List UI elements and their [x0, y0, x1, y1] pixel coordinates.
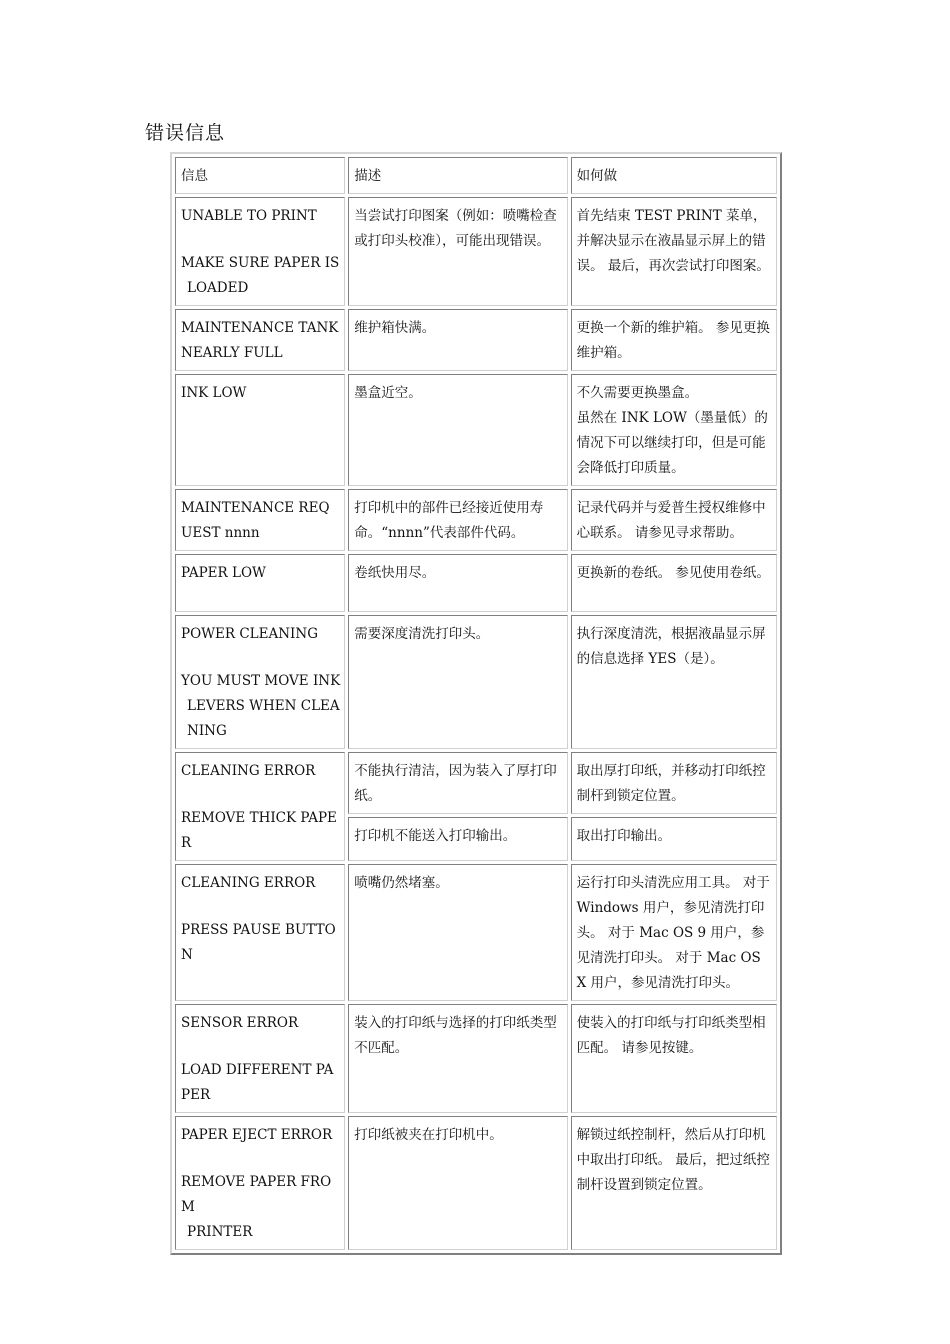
table-row: [175, 1116, 777, 1250]
action-cell: 更换新的卷纸。 参见使用卷纸。: [571, 554, 777, 612]
description-cell: 打印纸被夹在打印机中。: [348, 1116, 567, 1250]
table-row: [175, 752, 777, 814]
info-line: PRESS PAUSE BUTTON: [181, 922, 336, 963]
page-title: 错误信息: [145, 122, 226, 144]
description-cell: 卷纸快用尽。: [348, 554, 567, 612]
info-line: PRINTER: [187, 1224, 253, 1240]
info-cell: MAINTENANCE TANK NEARLY FULL: [175, 309, 345, 371]
table-row: [175, 309, 777, 371]
action-line: 不久需要更换墨盒。: [576, 385, 699, 401]
table-row: [175, 489, 777, 551]
info-line: REMOVE PAPER FROM: [181, 1174, 332, 1215]
description-cell: 打印机中的部件已经接近使用寿命。“nnnn”代表部件代码。: [348, 489, 567, 551]
action-cell: 取出打印输出。: [571, 817, 777, 861]
info-line: UNABLE TO PRINT: [181, 208, 317, 224]
action-cell: 执行深度清洗，根据液晶显示屏的信息选择 YES（是）。: [571, 615, 777, 749]
header-action: 如何做: [571, 157, 777, 194]
action-cell: 运行打印头清洗应用工具。 对于 Windows 用户，参见清洗打印头。 对于 Mac OS 9 用户，参见清洗打印头。 对于 Mac OS X 用户，参见清洗打印头。: [571, 864, 777, 1001]
table-header-row: [175, 157, 777, 194]
action-cell: [571, 374, 777, 486]
error-message-table: [172, 154, 780, 1253]
action-cell: 使装入的打印纸与打印纸类型相匹配。 请参见按键。: [571, 1004, 777, 1113]
info-cell: [175, 1116, 345, 1250]
description-cell: 喷嘴仍然堵塞。: [348, 864, 567, 1001]
table-row: [175, 615, 777, 749]
info-line: LOAD DIFFERENT PAPER: [181, 1062, 334, 1103]
description-cell: 打印机不能送入打印输出。: [348, 817, 567, 861]
info-line: PAPER EJECT ERROR: [181, 1127, 333, 1143]
info-cell: [175, 1004, 345, 1113]
info-cell: INK LOW: [175, 374, 345, 486]
description-cell: 墨盒近空。: [348, 374, 567, 486]
info-line: YOU MUST MOVE INK: [181, 673, 341, 689]
description-cell: 装入的打印纸与选择的打印纸类型不匹配。: [348, 1004, 567, 1113]
info-cell: PAPER LOW: [175, 554, 345, 612]
info-cell: [175, 615, 345, 749]
info-line: REMOVE THICK PAPER: [181, 810, 337, 851]
info-line: SENSOR ERROR: [181, 1015, 299, 1031]
info-line: MAKE SURE PAPER IS: [181, 255, 340, 271]
action-cell: 解锁过纸控制杆，然后从打印机中取出打印纸。 最后，把过纸控制杆设置到锁定位置。: [571, 1116, 777, 1250]
description-cell: 不能执行清洁，因为装入了厚打印纸。: [348, 752, 567, 814]
header-description: 描述: [348, 157, 567, 194]
description-cell: 当尝试打印图案（例如：喷嘴检查或打印头校准），可能出现错误。: [348, 197, 567, 306]
info-line: LOADED: [187, 280, 249, 296]
action-cell: 取出厚打印纸，并移动打印纸控制杆到锁定位置。: [571, 752, 777, 814]
info-line: LEVERS WHEN CLEANING: [187, 698, 340, 739]
info-cell: [175, 752, 345, 861]
table-row: [175, 554, 777, 612]
table-row: [175, 197, 777, 306]
info-line: CLEANING ERROR: [181, 875, 316, 891]
table-row: [175, 864, 777, 1001]
action-cell: 记录代码并与爱普生授权维修中心联系。 请参见寻求帮助。: [571, 489, 777, 551]
info-line: POWER CLEANING: [181, 626, 318, 642]
action-cell: 更换一个新的维护箱。 参见更换维护箱。: [571, 309, 777, 371]
info-line: CLEANING ERROR: [181, 763, 316, 779]
error-table-frame: [170, 152, 782, 1255]
info-cell: [175, 864, 345, 1001]
header-info: 信息: [175, 157, 345, 194]
table-row: [175, 374, 777, 486]
description-cell: 需要深度清洗打印头。: [348, 615, 567, 749]
description-cell: 维护箱快满。: [348, 309, 567, 371]
table-row: [175, 1004, 777, 1113]
action-line: 虽然在 INK LOW（墨量低）的情况下可以继续打印，但是可能会降低打印质量。: [576, 410, 768, 476]
action-cell: 首先结束 TEST PRINT 菜单，并解决显示在液晶显示屏上的错误。 最后，再次尝试打印图案。: [571, 197, 777, 306]
info-cell: [175, 197, 345, 306]
info-cell: MAINTENANCE REQUEST nnnn: [175, 489, 345, 551]
